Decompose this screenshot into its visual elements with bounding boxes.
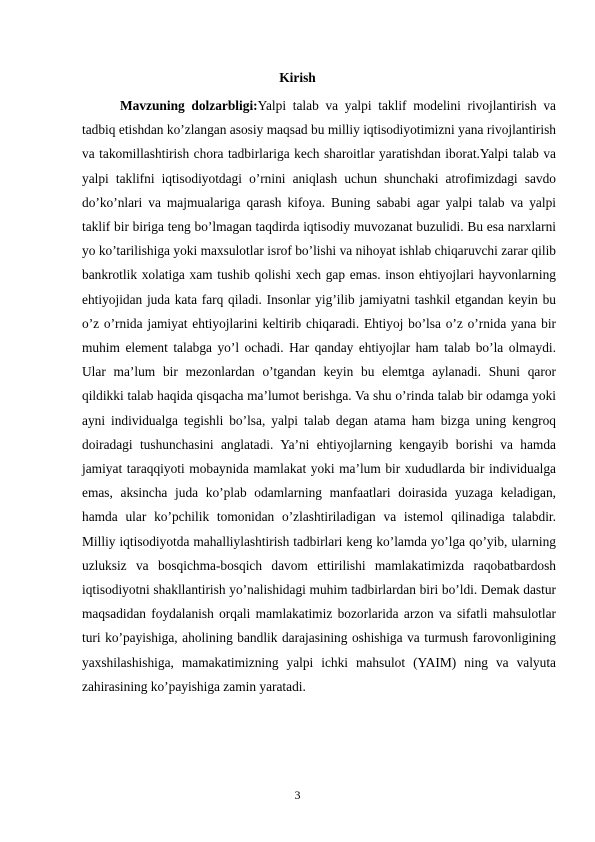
page-title: Kirish <box>279 70 316 85</box>
lead-label: Mavzuning dolzarbligi: <box>120 98 258 113</box>
paragraph-text: Yalpi talab va yalpi taklif modelini rivojlantirish va tadbiq etishdan ko’zlangan asosiy maqsad bu milliy iqtisodiyotimizni yana rivojlantirish va takomillashtirish chora tadbirlariga kech sharoitlar yaratishdan iborat.Yalpi talab va yalpi taklifni iqtisodiyotdagi o’rnini aniqlash uchun shunchaki atrofimizdagi savdo do’ko’nlari va majmualariga qarash kifoya. Buning sababi agar yalpi talab va yalpi taklif bir biriga teng bo’lmagan taqdirda iqtisodiy muvozanat buzulidi. Bu esa narxlarni yo ko’tarilishiga yoki maxsulotlar isrof bo’lishi va nihoyat ishlab chiqaruvchi zarar qilib bankrotlik xolatiga xam tushib qolishi xech gap emas. inson ehtiyojlari hayvonlarning ehtiyojidan juda kata farq qiladi. Insonlar yig’ilib jamiyatni tashkil etgandan keyin bu o’z o’rnida jamiyat ehtiyojlarini keltirib chiqaradi. Ehtiyoj bo’lsa o’z o’rnida yana bir muhim element talabga yo’l ochadi. Har qanday ehtiyojlar ham talab bo’la olmaydi. Ular ma’lum bir mezonlardan o’tgandan keyin bu elemtga aylanadi. Shuni qaror qildikki talab haqida qisqacha ma’lumot berishga. Va shu o’rinda talab bir odamga yoki ayni individualga tegishli bo’lsa, yalpi talab degan atama ham bizga uning kengroq doiradagi tushunchasini anglatadi. Ya’ni ehtiyojlarning kengayib borishi va hamda jamiyat taraqqiyoti mobaynida mamlakat yoki ma’lum bir xududlarda bir individualga emas, aksincha juda ko’plab odamlarning manfaatlari doirasida yuzaga keladigan, hamda ular ko’pchilik tomonidan o’zlashtiriladigan va istemol qilinadiga talabdir. Milliy iqtisodiyotda mahalliylashtirish tadbirlari keng ko’lamda yo’lga qo’yib, ularning uzluksiz va bosqichma-bosqich davom ettirilishi mamlakatimizda raqobatbardosh iqtisodiyotni shakllantirish yo’nalishidagi muhim tadbirlardan biri bo’ldi. Demak dastur maqsadidan foydalanish orqali mamlakatimiz bozorlarida arzon va sifatli mahsulotlar turi ko’payishiga, aholining bandlik darajasining oshishiga va turmush farovonligining yaxshilashishiga, mamakatimizning yalpi ichki mahsulot (YAIM) ning va valyuta zahirasining ko’payishiga zamin yaratadi. <box>82 98 556 694</box>
page-number: 3 <box>294 788 301 802</box>
body-paragraph <box>82 94 556 699</box>
